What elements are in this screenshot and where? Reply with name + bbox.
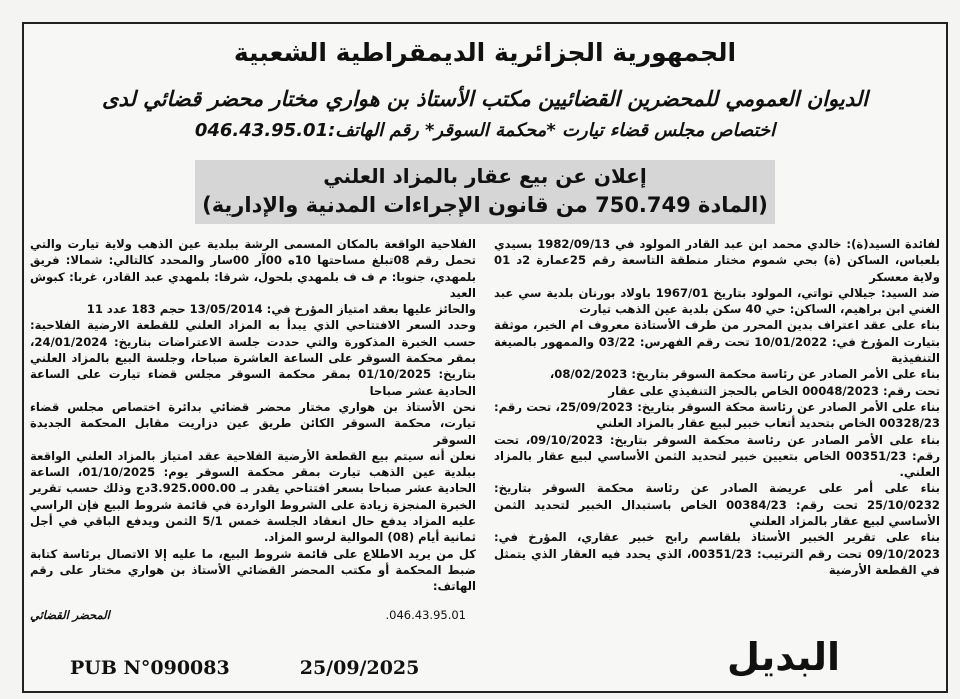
publication-date: 25/09/2025 [299,656,420,679]
jurisdiction-heading: اختصاص مجلس قضاء تيارت *محكمة السوقر* رقم الهاتف:046.43.95.01 [194,120,776,141]
notary-signature: المحضر القضائي [30,607,110,622]
paragraph: وحدد السعر الافتتاحي الذي يبدأ به المزاد العلني للقطعة الارضية الفلاحية: حسب الخبرة المذكورة والتي حددت جلسة الاعتراضات بتاريخ: 24/01/2024، بمقر محكمة السوقر على الساعة العاشرة صباحا، وجلسة البيع بالمزاد العلني بتاريخ: 01/10/2025 بمقر محكمة السوقر مجلس قضاء تيارت على الساعة الحادية عشر صباحا [30,318,477,398]
paragraph: الفلاحية الواقعة بالمكان المسمى الرشة ببلدية عين الذهب ولاية تيارت والتي تحمل رقم 08تبلغ مساحتها 10ه 00آر 00سار والمحدد كالتالي: شمالا: فريق بلمهدي، جنوبا: م ف ف بلمهدي بلحول، شرقا: بلمهدي عبد القادر، غربا: كبوش العيد [30,237,476,300]
paragraph: ضد السيد: جيلالي تواتي، المولود بتاريخ 1967/01 باولاد بورنان بلدية سي عبد الغني ابن براهيم، الساكن: حي 40 سكن بلدية عين الذهب تيارت [494,285,940,317]
notice-subtitle: (المادة 750.749 من قانون الإجراءات المدنية والإدارية) [202,193,768,217]
paragraph: كل من يريد الاطلاع على قائمة شروط البيع، ما عليه إلا الاتصال برئاسة كتابة ضبط المحكمة أو مكتب المحضر القضائي الأستاذ بن هواري مختار على رقم الهاتف: [30,546,476,594]
footer [30,633,940,681]
pub-number: PUB N°090083 [70,656,230,679]
notice-title: إعلان عن بيع عقار بالمزاد العلني [323,164,647,188]
paragraph: بناء على عقد اعتراف بدين المحرر من طرف الأستاذة معروف ام الخير، موثقة بتيارت المؤرخ في: 10/01/2022 تحت رقم الفهرس: 03/22 والممهور بالصيغة التنفيذية [494,318,940,366]
republic-heading: الجمهورية الجزائرية الديمقراطية الشعبية [233,38,737,67]
paragraph: لفائدة السيد(ة): خالدي محمد ابن عبد القادر المولود في 1982/09/13 بسيدي بلعباس، الساكن (ة) بحي شموم مختار منطقة التاسعة رقم 25عمارة 2د 01 ولاية معسكر [494,237,940,284]
paragraph: بناء على أمر على عريضة الصادر عن رئاسة محكمة السوقر بتاريخ: 25/10/0232 تحت رقم: 00384/23 الخاص باستبدال الخبير لتحديد الثمن الأساسي لبيع عقار بالمزاد العلني [494,481,940,529]
paragraph: نعلن أنه سيتم بيع القطعة الأرضية الفلاحية عقد امتياز بالمزاد العلني الواقعة ببلدية عين الذهب تيارت بمقر محكمة السوقر يوم: 01/10/2025، الساعة الحادية عشر صباحا بسعر افتتاحي يقدر بـ 3.925.000.00دج وذلك حسب تقرير الخبرة المنجزة زيادة على الشروط الواردة في قائمة شروط البيع فإن الراسي عليه المزاد يدفع حال انعقاد الجلسة خمس 5/1 الثمن ويدفع الباقي في أجل ثمانية أيام (08) الموالية لرسو المزاد. [30,448,477,545]
notice-body [30,236,940,623]
paragraph: والحائز عليها بعقد امتياز المؤرخ في: 13/05/2014 حجم 183 عدد 11 [86,302,476,317]
phone-number: .046.43.95.01 [385,607,466,622]
paragraph: تحت رقم: 00048/2023 الخاص بالحجز التنفيذي على عقار [608,383,940,398]
right-column [494,236,940,623]
left-column [30,236,476,623]
paragraph: بناء على تقرير الخبير الأستاذ بلقاسم رابح خبير عقاري، المؤرخ في: 09/10/2023 تحت رقم الترتيب: 00351/23، الذي يحدد فيه العقار الذي يتمثل في القطعة الأرضية [494,530,940,577]
paragraph: بناء على الأمر الصادر عن رئاسة محكمة السوقر بتاريخ: 08/02/2023، [549,367,940,382]
paragraph: بناء على الأمر الصادر عن رئاسة محكمة السوقر بتاريخ: 09/10/2023، تحت رقم: 00351/23 الخاص بتعيين خبير لتحديد الثمن الأساسي لبيع عقار بالمزاد العلني. [494,432,941,480]
title-box [195,160,775,224]
paragraph: بناء على الأمر الصادر عن رئاسة محكة السوقر بتاريخ: 25/09/2023، تحت رقم: 00328/23 الخاص بتحديد أتعاب خبير لبيع عقار بالمزاد العلني [494,399,941,431]
newspaper-logo: البديل [727,634,840,679]
paragraph: نحن الأستاذ بن هواري مختار محضر قضائي بدائرة اختصاص مجلس قضاء تيارت، محكمة السوقر الكائن طريق عين دزاريت مقابل المحكمة الجديدة السوقر [30,399,476,447]
office-heading: الديوان العمومي للمحضرين القضائيين مكتب الأستاذ بن هواري مختار محضر قضائي لدى [102,87,868,111]
signature-block [30,607,476,623]
legal-notice [22,22,948,693]
